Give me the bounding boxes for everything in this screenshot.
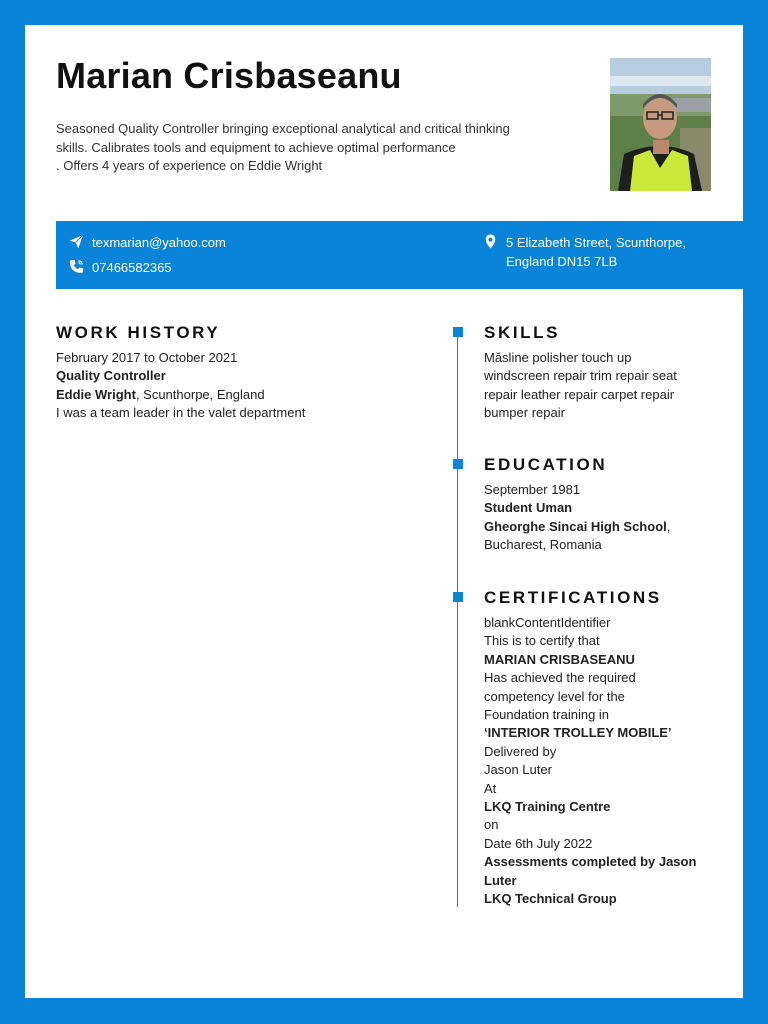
certification-line: Date 6th July 2022 bbox=[484, 835, 593, 851]
education-location: Bucharest, Romania bbox=[484, 537, 602, 553]
summary-line: . Offers 4 years of experience on Eddie Wright bbox=[56, 158, 323, 173]
summary-line: Seasoned Quality Controller bringing exceptional analytical and critical thinking bbox=[56, 121, 510, 136]
certification-line: Has achieved the required bbox=[484, 670, 636, 686]
certification-line: Luter bbox=[484, 872, 517, 888]
certification-line: LKQ Training Centre bbox=[484, 799, 611, 815]
phone-text: 07466582365 bbox=[92, 260, 172, 275]
summary-line: skills. Calibrates tools and equipment to achieve optimal performance bbox=[56, 139, 456, 155]
employer-name: Eddie Wright bbox=[56, 386, 136, 402]
email-contact[interactable] bbox=[69, 233, 226, 252]
school-name: Gheorghe Sincai High School bbox=[484, 518, 667, 534]
certification-line: LKQ Technical Group bbox=[484, 891, 617, 907]
job-description: I was a team leader in the valet department bbox=[56, 405, 306, 421]
certifications-list bbox=[484, 614, 696, 909]
skills-list bbox=[484, 349, 677, 423]
certification-line: ‘INTERIOR TROLLEY MOBILE’ bbox=[484, 725, 672, 741]
certification-line: Assessments completed by Jason bbox=[484, 854, 697, 870]
certification-line: Jason Luter bbox=[484, 762, 552, 778]
email-text: texmarian@yahoo.com bbox=[92, 235, 226, 250]
skills-line: windscreen repair trim repair seat bbox=[484, 368, 677, 384]
job-title: Quality Controller bbox=[56, 368, 166, 384]
skills-heading: SKILLS bbox=[484, 323, 561, 342]
address-text bbox=[506, 233, 686, 271]
job-location: , Scunthorpe, England bbox=[135, 386, 265, 402]
timeline-line bbox=[457, 331, 458, 907]
education-entry bbox=[484, 481, 670, 555]
certification-line: This is to certify that bbox=[484, 633, 600, 649]
work-history-heading: WORK HISTORY bbox=[56, 323, 221, 342]
education-degree: Student Uman bbox=[484, 500, 573, 516]
address-line: England DN15 7LB bbox=[506, 254, 618, 269]
certification-line: Delivered by bbox=[484, 743, 557, 759]
address-contact bbox=[483, 233, 686, 271]
address-line: 5 Elizabeth Street, Scunthorpe, bbox=[506, 235, 686, 250]
phone-contact[interactable] bbox=[69, 258, 172, 277]
skills-line: bumper repair bbox=[484, 405, 565, 421]
skills-line: Măsline polisher touch up bbox=[484, 350, 632, 365]
profile-photo bbox=[610, 58, 711, 191]
timeline-marker bbox=[453, 592, 463, 602]
certification-line: Foundation training in bbox=[484, 707, 610, 723]
education-heading: EDUCATION bbox=[484, 455, 608, 474]
certification-line: on bbox=[484, 817, 499, 833]
phone-icon bbox=[69, 259, 84, 274]
work-history-entry bbox=[56, 349, 305, 423]
location-pin-icon bbox=[483, 234, 498, 249]
timeline-marker bbox=[453, 327, 463, 337]
professional-summary bbox=[56, 120, 586, 176]
skills-line: repair leather repair carpet repair bbox=[484, 386, 675, 402]
certifications-heading: CERTIFICATIONS bbox=[484, 588, 662, 607]
contact-bar bbox=[56, 221, 768, 289]
send-icon bbox=[69, 234, 84, 249]
certification-line: blankContentIdentifier bbox=[484, 615, 611, 630]
job-dates: February 2017 to October 2021 bbox=[56, 350, 238, 365]
job-employer-line bbox=[56, 386, 305, 404]
education-school-line bbox=[484, 518, 670, 536]
certification-line: At bbox=[484, 780, 497, 796]
timeline-marker bbox=[453, 459, 463, 469]
resume-page bbox=[25, 25, 743, 998]
certification-line: competency level for the bbox=[484, 688, 625, 704]
candidate-name: Marian Crisbaseanu bbox=[56, 55, 402, 96]
certification-line: MARIAN CRISBASEANU bbox=[484, 651, 635, 667]
school-suffix: , bbox=[666, 518, 671, 534]
education-date: September 1981 bbox=[484, 482, 581, 497]
